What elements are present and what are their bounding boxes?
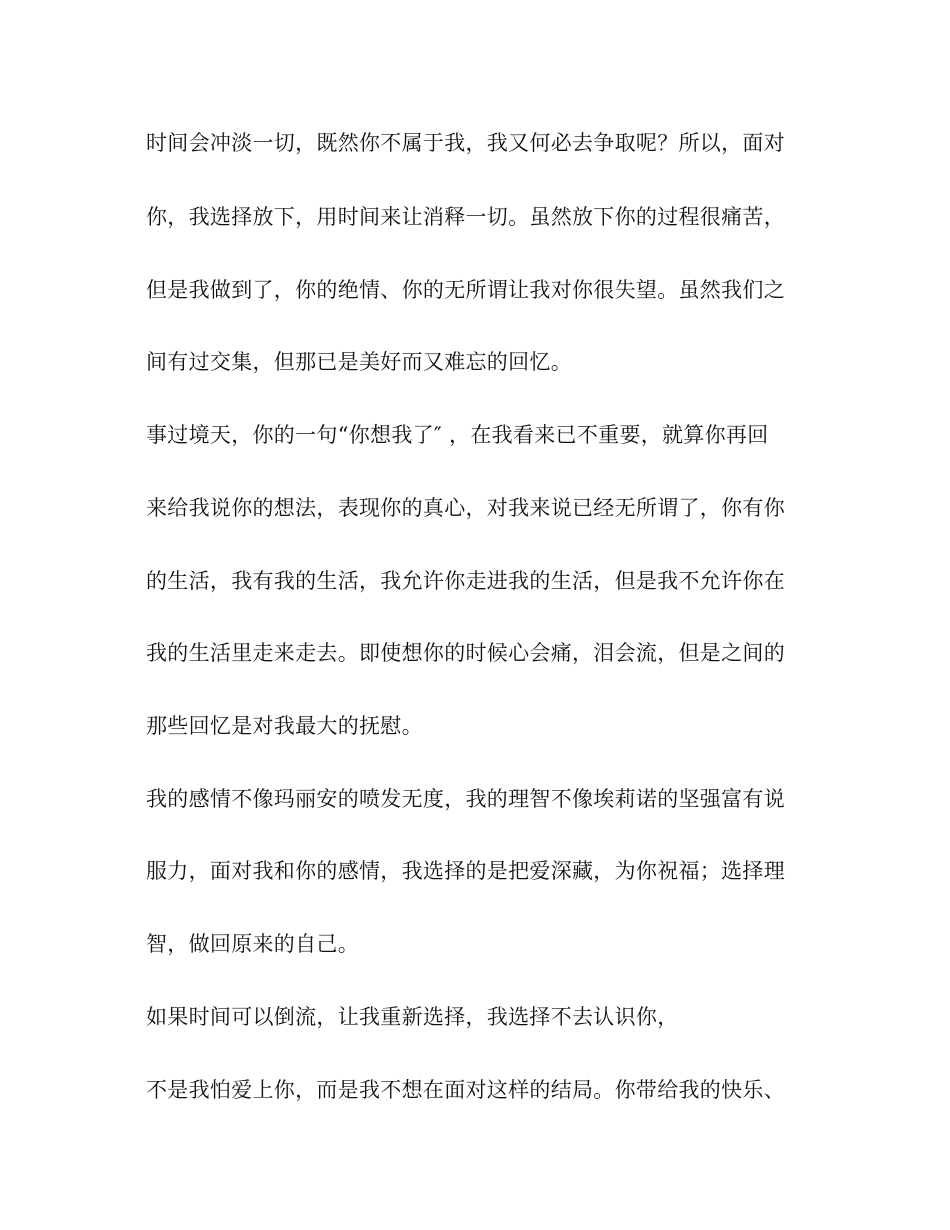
text-line: 你，我选择放下，用时间来让消释一切。虽然放下你的过程很痛苦， (146, 205, 785, 229)
text-line: 我的生活里走来走去。即使想你的时候心会痛，泪会流，但是之间的 (146, 641, 785, 665)
text-line: 的生活，我有我的生活，我允许你走进我的生活，但是我不允许你在 (146, 569, 785, 593)
text-line: 服力，面对我和你的感情，我选择的是把爱深藏，为你祝福；选择理 (146, 859, 785, 883)
text-line: 不是我怕爱上你，而是我不想在面对这样的结局。你带给我的快乐、 (146, 1078, 785, 1102)
text-line: 那些回忆是对我最大的抚慰。 (146, 714, 423, 738)
text-line: 事过境天，你的一句“你想我了″ ，在我看来已不重要，就算你再回 (146, 423, 769, 447)
text-line: 我的感情不像玛丽安的喷发无度，我的理智不像埃莉诺的坚强富有说 (146, 787, 785, 811)
text-line: 间有过交集，但那已是美好而又难忘的回忆。 (146, 350, 572, 374)
text-line: 但是我做到了，你的绝情、你的无所谓让我对你很失望。虽然我们之 (146, 278, 785, 302)
text-line: 时间会冲淡一切，既然你不属于我，我又何必去争取呢？所以，面对 (146, 131, 785, 155)
text-line: 如果时间可以倒流，让我重新选择，我选择不去认识你， (146, 1005, 679, 1029)
text-line: 智，做回原来的自己。 (146, 932, 359, 956)
text-line: 来给我说你的想法，表现你的真心，对我来说已经无所谓了，你有你 (146, 496, 785, 520)
